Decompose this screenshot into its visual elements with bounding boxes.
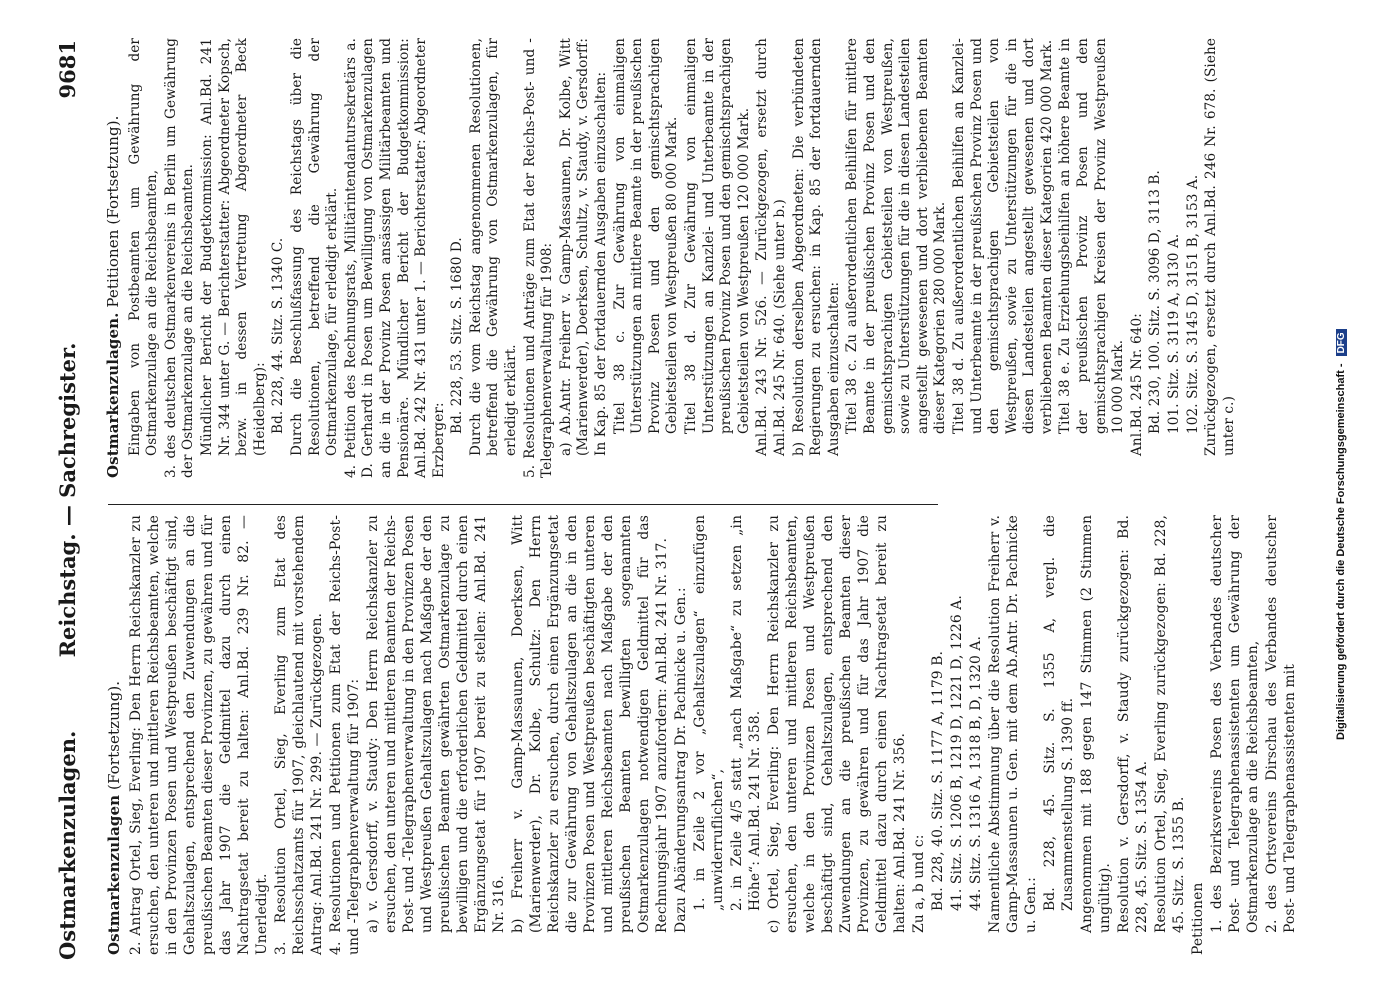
right-entry: 3. des deutschen Ostmarkenvereins in Berlin um Gewährung der Ostmarkenzulage an die Reichsbeamten. [162, 38, 197, 478]
right-entry: Bd. 228, 44. Sitz. S. 1340 C. [270, 237, 287, 434]
left-entry: a) v. Gersdorff, v. Staudy: Den Herrn Reichskanzler zu ersuchen, den unteren und mittleren Beamten der Reichs-Post- und -Telegraphenverwaltung in den Provinzen Posen und Westpreußen Gehaltszulagen nach Maßgabe der den preußischen Beamten gewährten Ostmarkenzulage zu bewilligen und die erforderlichen Geldmittel durch einen Ergänzungsetat für 1907 bereit zu stellen: Anl.Bd. 241 Nr. 316. [365, 515, 507, 933]
right-entry: Durch die Beschlußfassung des Reichstags über die Resolutionen, betreffend die Gewährung der Ostmarkenzulage, für erledigt erklärt. [288, 38, 341, 456]
right-entry: Zurückgezogen, ersetzt durch Anl.Bd. 246 Nr. 678. (Siehe unter c.) [1203, 38, 1237, 456]
left-entry: 3. Resolution Ortel, Sieg, Everling zum Etat des Reichsschatzamts für 1907, gleichlautend mit vorstehendem Antrag: Anl.Bd. 241 Nr. 299. — Zurückgezogen. [273, 515, 325, 955]
left-entry: Bd. 228, 40. Sitz. S. 1177 A, 1179 B. [930, 650, 946, 911]
right-entry: b) Resolution derselben Abgeordneten: Die verbündeten Regierungen zu ersuchen: in Kap. 85 der fortdauernden Ausgaben einzuschalten: [790, 38, 842, 456]
left-heading-rest: (Fortsetzung). [105, 680, 123, 790]
right-heading-bold: Ostmarkenzulagen. [104, 312, 122, 478]
left-entry: Resolution Ortel, Sieg, Everling zurückgezogen: Bd. 228, 45. Sitz. S. 1355 B. [1153, 515, 1187, 933]
right-entry: Mündlicher Bericht der Budgetkommission: Anl.Bd. 241 Nr. 344 unter G. — Berichterstatter: Abgeordneter Kopsch, bezw. in dessen Vertretung Abgeordneter Beck (Heidelberg): [198, 38, 268, 456]
left-entry: Namentliche Abstimmung über die Resolution Freiherr v. Gamp-Massaunen u. Gen. mit dem Ab.Antr. Dr. Pachnicke u. Gen.: [987, 515, 1039, 933]
left-entry: 4. Resolutionen und Petitionen zum Etat der Reichs-Post- und -Telegraphenverwaltung für 1907: [328, 515, 362, 955]
left-heading-bold: Ostmarkenzulagen [105, 794, 123, 955]
dfg-logo: DFG [1336, 329, 1347, 356]
digitization-credit [1335, 329, 1347, 740]
left-entry: Dazu Abänderungsantrag Dr. Pachnicke u. Gen.: [673, 587, 689, 933]
left-entry: 2. Antrag Ortel, Sieg, Everling: Den Herrn Reichskanzler zu ersuchen, den unteren und mittleren Reichsbeamten, welche in den Provinzen Posen und Westpreußen beschäftigt sind, Gehaltszulagen, entsprechend den Zuwendungen an die preußischen Beamten dieser Provinzen, zu gewähren und für das Jahr 1907 die Geldmittel dazu durch einen Nachtragsetat bereit zu halten: Anl.Bd. 239 Nr. 82. — Unerledigt. [128, 515, 270, 955]
left-entry: b) Freiherr v. Gamp-Massaunen, Doerksen, Witt (Marienwerder), Dr. Kolbe, Schultz: Den Herrn Reichskanzler zu ersuchen, durch einen Ergänzungsetat die zur Gewährung von Gehaltszulagen an die in den Provinzen Posen und Westpreußen beschäftigten unteren und mittleren Reichsbeamten nach Maßgabe der den preußischen Beamten bewilligten sogenannten Ostmarkenzulagen notwendigen Geldmittel für das Rechnungsjahr 1907 anzufordern: Anl.Bd. 241 Nr. 317. [510, 515, 670, 933]
right-entry: Durch die vom Reichstag angenommenen Resolutionen, betreffend die Gewährung von Ostmarkenzulagen, für erledigt erklärt. [467, 38, 520, 456]
left-entry: 41. Sitz. S. 1206 B, 1219 D, 1221 D, 1226 A. [949, 595, 965, 911]
left-entry: c) Ortel, Sieg, Everling: Den Herrn Reichskanzler zu ersuchen, den unteren und mittleren Reichsbeamten, welche in den Provinzen Posen und Westpreußen beschäftigt sind, Gehaltszulagen, entsprechend den Zuwendungen an die preußischen Beamten dieser Provinzen, zu gewähren und für das Jahr 1907 die Geldmittel dazu durch einen Nachtragsetat bereit zu halten: Anl.Bd. 241 Nr. 356. [766, 515, 908, 933]
left-entry: 2. des Ortsvereins Dirschau des Verbandes deutscher Post- und Telegraphenassistenten mit [1264, 515, 1298, 933]
left-entry: 44. Sitz. S. 1316 A, 1318 B, D, 1320 A. [968, 635, 984, 911]
right-entry: 101. Sitz. S. 3119 A, 3130 A. [1166, 233, 1183, 434]
left-entry: 1. in Zeile 2 vor „Gehaltszulagen“ einzufügen „unwiderruflichen“, [692, 515, 726, 911]
credit-text: Digitalisierung gefördert durch die Deutsche Forschungsgemeinschaft - [1335, 363, 1347, 740]
right-entry: Titel 38 c. Zur Gewährung von einmaligen Unterstützungen an mittlere Beamte in der preußischen Provinz Posen und den gemischtsprachigen Gebietsteilen von Westpreußen 80 000 Mark. [611, 38, 681, 434]
column-divider [108, 504, 938, 505]
right-entry: a) Ab.Antr. Freiherr v. Gamp-Massaunen, Dr. Kolbe, Witt (Marienwerder), Doerksen, Schultz, v. Staudy, v. Gersdorff: In Kap. 85 der fortdauernden Ausgaben einzuschalten: [557, 38, 610, 456]
right-entry: Eingaben von Postbeamten um Gewährung der Ostmarkenzulage an die Reichsbeamten, [126, 38, 161, 456]
left-column [105, 515, 1300, 955]
right-entry: 4. Petition des Rechnungsrats, Militärintendantursekretärs a. D. Gerhardt in Posen um Bewilligung von Ostmarkenzulagen an die in der Provinz Posen ansässigen Militärbeamten und Pensionäre. Mündlicher Bericht der Budgetkommission: Anl.Bd. 242 Nr. 431 unter 1. — Berichterstatter: Abgeordneter Erzberger: [342, 38, 447, 478]
right-entry: Bd. 230, 100. Sitz. S. 3096 D, 3113 B. [1147, 170, 1164, 434]
left-entry: 1. des Bezirksvereins Posen des Verbandes deutscher Post- und Telegraphenassistenten um Gewährung der Ostmarkenzulage an die Reichsbeamten, [1209, 515, 1261, 933]
page-number: 9681 [55, 40, 80, 99]
running-header [55, 40, 95, 960]
left-entry: Zu a, b und c: [911, 834, 927, 933]
right-entry: Titel 38 d. Zur Gewährung von einmaligen Unterstützungen an Kanzlei- und Unterbeamte in der preußischen Provinz Posen und den gemischtsprachigen Gebietsteilen von Westpreußen 120 000 Mark. [683, 38, 752, 434]
right-entry: 5. Resolutionen und Anträge zum Etat der Reichs-Post- und -Telegraphenverwaltung für 1908: [521, 38, 556, 478]
right-entry: 102. Sitz. S. 3145 D, 3151 B, 3153 A. [1184, 174, 1201, 434]
right-column [105, 38, 1239, 478]
right-entry: Anl.Bd. 243 Nr. 526. — Zurückgezogen, ersetzt durch Anl.Bd. 245 Nr. 640. (Siehe unter b.) [754, 38, 788, 456]
left-column-heading [105, 515, 123, 955]
right-entry: Bd. 228, 53. Sitz. S. 1680 D. [449, 237, 466, 434]
right-heading-rest: Petitionen (Fortsetzung). [104, 115, 122, 308]
left-entry: Bd. 228, 45. Sitz. S. 1355 A, vergl. die Zusammenstellung S. 1390 ff. [1042, 515, 1076, 911]
left-entry: 2. in Zeile 4/5 statt „nach Maßgabe“ zu setzen „in Höhe“: Anl.Bd. 241 Nr. 358. [729, 515, 763, 911]
header-center-title: Reichstag. — Sachregister. [55, 342, 80, 658]
right-entry: Titel 38 e. Zu Erziehungsbeihilfen an höhere Beamte in der preußischen Provinz Posen und den gemischtsprachigen Kreisen der Provinz Westpreußen 10 000 Mark. [1057, 38, 1127, 434]
left-entry: Angenommen mit 188 gegen 147 Stimmen (2 Stimmen ungültig). [1079, 515, 1113, 933]
right-entry: Anl.Bd. 245 Nr. 640: [1128, 313, 1145, 456]
right-entry: Titel 38 c. Zu außerordentlichen Beihilfen für mittlere Beamte in der preußischen Provinz Posen und den gemischtsprachigen Gebietsteilen von Westpreußen, sowie zu Unterstützungen für die in diesen Landesteilen angestellt gewesenen und dort verbliebenen Beamten dieser Kategorien 280 000 Mark. [844, 38, 949, 434]
right-entry: Titel 38 d. Zu außerordentlichen Beihilfen an Kanzlei- und Unterbeamte in der preußischen Provinz Posen und den gemischtsprachigen Gebietsteilen von Westpreußen, sowie zu Unterstützungen für die in diesen Landesteilen angestellt gewesenen und dort verbliebenen Beamten dieser Kategorien 420 000 Mark. [950, 38, 1055, 434]
left-entry: Resolution v. Gersdorff, v. Staudy zurückgezogen: Bd. 228, 45. Sitz. S. 1354 A. [1116, 515, 1150, 933]
right-column-heading [105, 38, 123, 478]
header-left-title: Ostmarkenzulagen. [55, 730, 80, 960]
left-entry: Petitionen [1190, 882, 1206, 955]
